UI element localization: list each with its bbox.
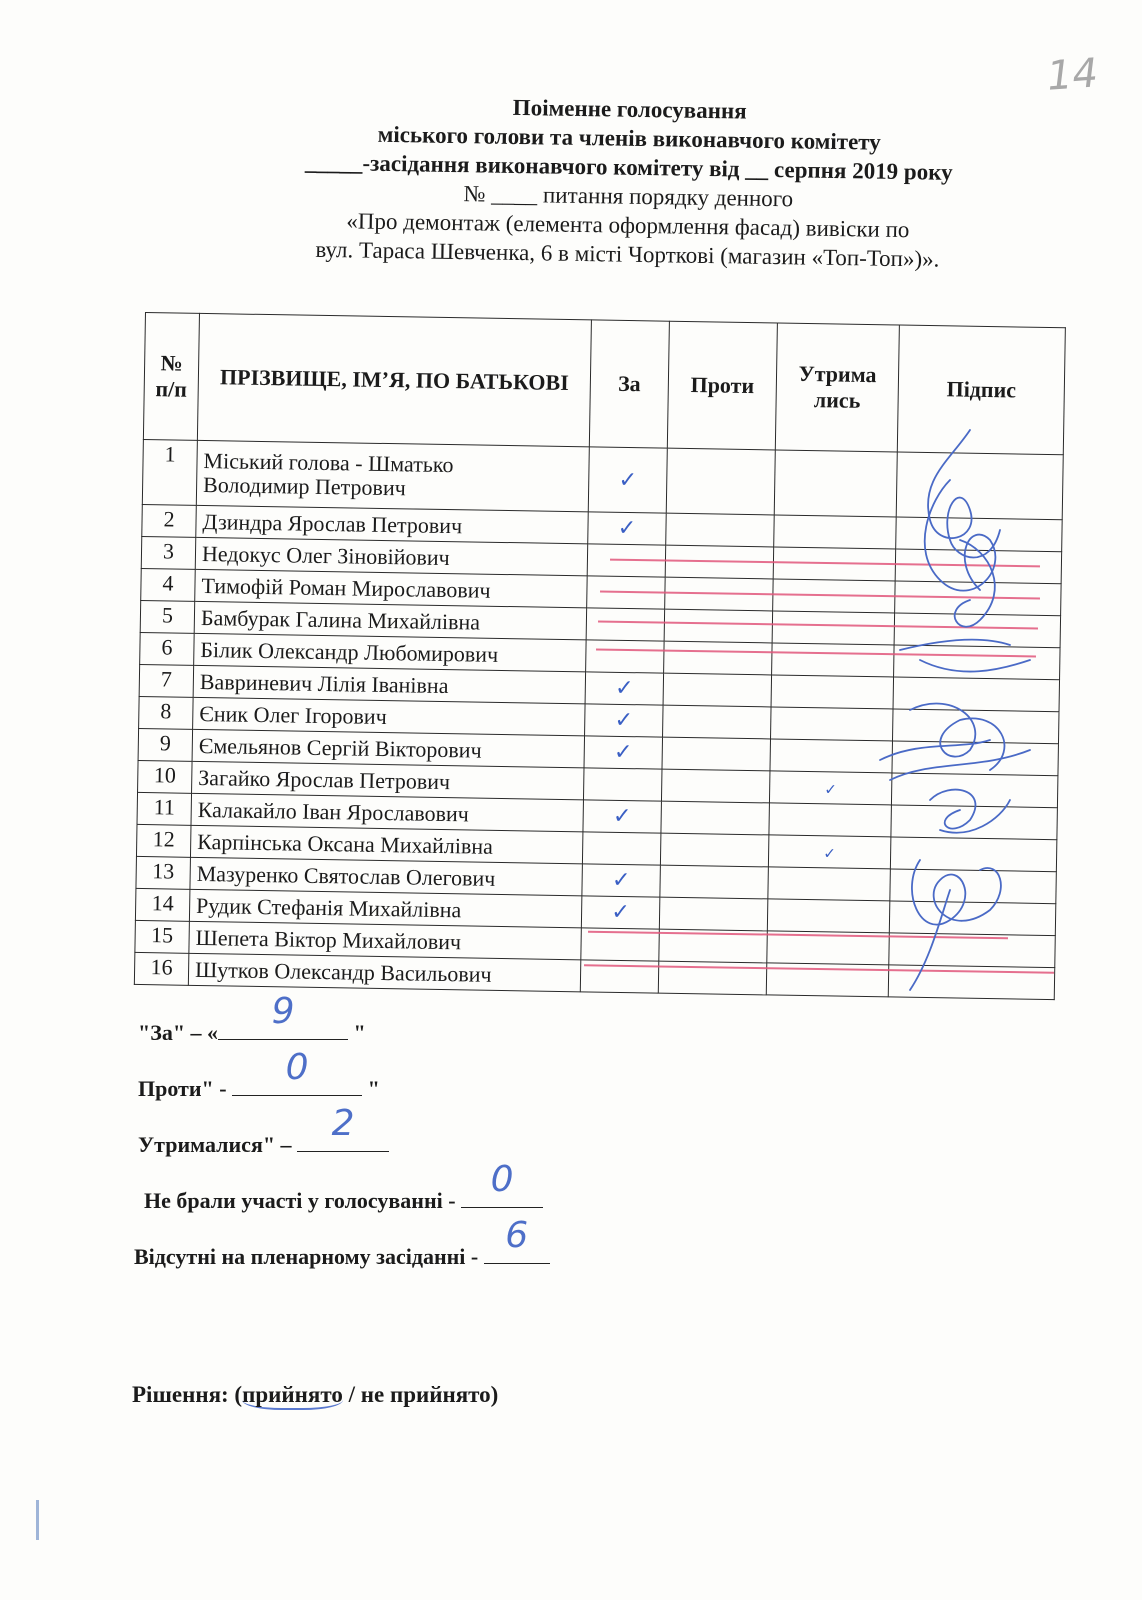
row-za (581, 896, 660, 929)
row-name: Мазуренко Святослав Олегович (190, 857, 582, 895)
decision-rest: / не прийнято) (342, 1382, 499, 1407)
row-name-line1: Міський голова - Шматько (203, 447, 454, 478)
row-num: 8 (139, 696, 194, 729)
row-proty (664, 641, 773, 675)
row-num: 12 (136, 824, 191, 857)
row-proty (664, 609, 773, 643)
row-za (586, 608, 665, 641)
result-vidsutni-label: Відсутні на пленарному засіданні - (134, 1244, 484, 1269)
row-name: Вавриневич Лілія Іванівна (193, 665, 585, 703)
header-title: Поіменне голосування (512, 94, 747, 124)
row-num: 5 (140, 600, 195, 633)
row-proty (666, 513, 775, 547)
page-number: 14 (1045, 50, 1100, 100)
row-proty (663, 705, 772, 739)
row-za (585, 704, 664, 737)
check-icon: ✓ (613, 739, 633, 766)
row-name: Тимофій Роман Мирославович (195, 569, 587, 607)
check-icon: ✓ (823, 843, 837, 863)
document-header (197, 88, 1060, 275)
result-ne-braly-blank (461, 1159, 543, 1208)
check-icon: ✓ (611, 899, 631, 926)
result-za-blank (218, 991, 348, 1040)
row-num: 6 (140, 632, 195, 665)
result-za-label: "За" – « (138, 1020, 219, 1045)
check-icon: ✓ (617, 515, 637, 542)
scan-edge-mark (36, 1500, 39, 1540)
row-proty (660, 865, 769, 899)
check-icon: ✓ (614, 675, 634, 702)
result-za-value: 9 (271, 991, 295, 1032)
result-za-end: " (348, 1020, 366, 1045)
row-name: Калакайло Іван Ярославович (191, 793, 583, 831)
row-num: 13 (136, 856, 191, 889)
row-za (588, 512, 667, 545)
row-num: 15 (135, 920, 190, 953)
row-proty (666, 448, 775, 515)
row-proty (660, 833, 769, 867)
row-num: 2 (142, 504, 197, 537)
row-proty (662, 737, 771, 771)
result-utr-blank (297, 1103, 389, 1152)
row-za (588, 447, 667, 513)
check-icon: ✓ (612, 803, 632, 830)
check-icon: ✓ (614, 707, 634, 734)
row-proty (659, 897, 768, 931)
row-name: Шепета Віктор Михайлович (189, 921, 581, 959)
row-za (583, 768, 662, 801)
result-proty-label: Проти" - (138, 1076, 233, 1101)
row-name-line2: Володимир Петрович (202, 471, 406, 501)
row-num: 14 (135, 888, 190, 921)
check-icon: ✓ (611, 867, 631, 894)
header-name: ПРІЗВИЩЕ, ІМ’Я, ПО БАТЬКОВІ (197, 313, 591, 446)
row-num: 11 (137, 792, 192, 825)
row-za (585, 672, 664, 705)
row-name: Білик Олександр Любомирович (194, 633, 586, 671)
row-proty (661, 769, 770, 803)
row-name: Бамбурак Галина Михайлівна (194, 601, 586, 639)
row-name: Єник Олег Ігорович (193, 697, 585, 735)
row-num: 16 (134, 952, 189, 985)
header-meeting-date: _____-засідання виконавчого комітету від __ серпня 2019 року (304, 149, 953, 185)
result-vidsutni-value: 6 (505, 1215, 529, 1256)
row-name (196, 440, 589, 511)
row-num: 1 (142, 439, 197, 505)
row-za (582, 832, 661, 865)
row-num: 3 (141, 536, 196, 569)
row-num: 7 (139, 664, 194, 697)
signatures-scribble (860, 420, 1070, 1000)
row-num: 9 (138, 728, 193, 761)
row-name: Карпінська Оксана Михайлівна (190, 825, 582, 863)
result-proty-value: 0 (285, 1047, 309, 1088)
row-name: Ємельянов Сергій Вікторович (192, 729, 584, 767)
header-agenda-item: № ____ питання порядку денного (463, 181, 794, 212)
header-utrymalys: Утрима лись (775, 323, 899, 452)
header-topic-line1: «Про демонтаж (елемента оформлення фасад) вивіски по (346, 208, 910, 243)
result-proty-blank (232, 1047, 362, 1096)
row-num: 4 (141, 568, 196, 601)
decision-label: Рішення: ( (132, 1382, 243, 1407)
row-name: Дзиндра Ярослав Петрович (196, 505, 588, 543)
result-ne-braly-label: Не брали участі у голосуванні - (144, 1188, 462, 1213)
row-name: Загайко Ярослав Петрович (192, 761, 584, 799)
check-icon: ✓ (618, 467, 638, 493)
result-utr-label: Утрималися" – (138, 1132, 298, 1157)
row-za (583, 800, 662, 833)
result-ne-braly-value: 0 (490, 1159, 514, 1200)
header-subtitle: міського голови та членів виконавчого комітету (377, 121, 881, 155)
header-num: № п/п (143, 313, 199, 441)
row-za (586, 640, 665, 673)
decision-accepted: прийнято (242, 1382, 343, 1410)
row-name: Рудик Стефанія Михайлівна (189, 889, 581, 927)
row-za (582, 864, 661, 897)
header-proty: Проти (667, 321, 777, 450)
results-summary (134, 991, 550, 1295)
row-proty (663, 673, 772, 707)
header-topic-line2: вул. Тараса Шевченка, 6 в місті Чорткові (магазин «Топ-Топ»)». (315, 236, 940, 272)
header-za: За (589, 320, 669, 448)
header-pidpys: Підпис (897, 325, 1065, 455)
check-icon: ✓ (824, 779, 838, 799)
result-proty-end: " (362, 1076, 380, 1101)
result-vidsutni (134, 1215, 550, 1295)
row-name: Недокус Олег Зіновійович (195, 537, 587, 575)
result-utr-value: 2 (331, 1103, 355, 1144)
row-za (584, 736, 663, 769)
row-name: Шутков Олександр Васильович (188, 953, 580, 991)
row-proty (661, 801, 770, 835)
result-vidsutni-blank (484, 1215, 550, 1264)
row-num: 10 (138, 760, 193, 793)
decision-line (132, 1382, 498, 1408)
